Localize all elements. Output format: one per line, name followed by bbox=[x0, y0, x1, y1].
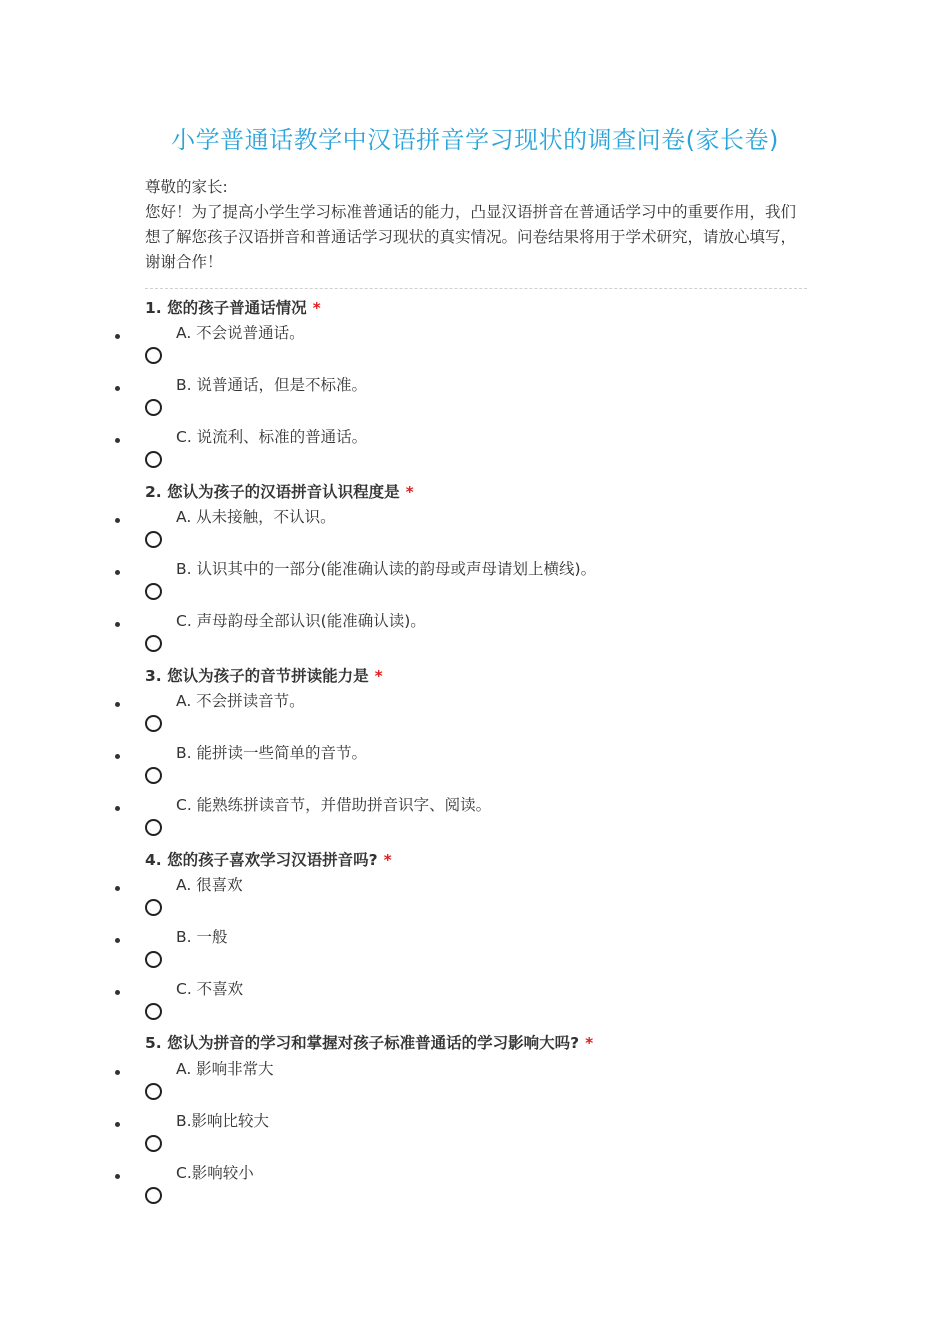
intro-body: 您好！为了提高小学生学习标准普通话的能力，凸显汉语拼音在普通话学习中的重要作用，我们想了解您孩子汉语拼音和普通话学习现状的真实情况。问卷结果将用于学术研究，请放心填写，谢谢合作！ bbox=[145, 203, 797, 271]
question-title-text: 1. 您的孩子普通话情况 bbox=[145, 299, 307, 317]
radio-button[interactable] bbox=[145, 715, 162, 732]
question-5-title bbox=[145, 1031, 593, 1053]
question-title-text: 3. 您认为孩子的音节拼读能力是 bbox=[145, 667, 369, 685]
q2-option-c[interactable] bbox=[0, 612, 950, 670]
question-title-text: 5. 您认为拼音的学习和掌握对孩子标准普通话的学习影响大吗? bbox=[145, 1034, 580, 1052]
bullet-icon bbox=[115, 938, 120, 943]
radio-button[interactable] bbox=[145, 1083, 162, 1100]
bullet-icon bbox=[115, 1174, 120, 1179]
radio-button[interactable] bbox=[145, 347, 162, 364]
page-title: 小学普通话教学中汉语拼音学习现状的调查问卷(家长卷) bbox=[171, 126, 779, 154]
bullet-icon bbox=[115, 990, 120, 995]
bullet-icon bbox=[115, 622, 120, 627]
radio-button[interactable] bbox=[145, 451, 162, 468]
bullet-icon bbox=[115, 334, 120, 339]
required-star: * bbox=[374, 667, 383, 685]
radio-button[interactable] bbox=[145, 819, 162, 836]
q1-option-b[interactable] bbox=[0, 376, 950, 434]
q1-option-a[interactable] bbox=[0, 324, 950, 382]
bullet-icon bbox=[115, 702, 120, 707]
bullet-icon bbox=[115, 1122, 120, 1127]
option-label: A. 不会拼读音节。 bbox=[176, 692, 305, 710]
option-label: C. 说流利、标准的普通话。 bbox=[176, 428, 368, 446]
option-label: A. 影响非常大 bbox=[176, 1060, 274, 1078]
bullet-icon bbox=[115, 886, 120, 891]
radio-button[interactable] bbox=[145, 1003, 162, 1020]
q5-option-b[interactable] bbox=[0, 1112, 950, 1170]
required-star: * bbox=[585, 1034, 594, 1052]
option-label: B. 认识其中的一部分(能准确认读的韵母或声母请划上横线)。 bbox=[176, 560, 597, 578]
section-divider bbox=[145, 288, 807, 289]
q5-option-c[interactable] bbox=[0, 1164, 950, 1222]
option-label: B. 一般 bbox=[176, 928, 228, 946]
bullet-icon bbox=[115, 806, 120, 811]
question-4-title bbox=[145, 848, 392, 870]
question-3-title bbox=[145, 664, 383, 686]
required-star: * bbox=[405, 483, 414, 501]
bullet-icon bbox=[115, 570, 120, 575]
radio-button[interactable] bbox=[145, 951, 162, 968]
option-label: C. 不喜欢 bbox=[176, 980, 244, 998]
question-1-title bbox=[145, 296, 321, 318]
radio-button[interactable] bbox=[145, 1187, 162, 1204]
bullet-icon bbox=[115, 438, 120, 443]
radio-button[interactable] bbox=[145, 399, 162, 416]
question-2-title bbox=[145, 480, 414, 502]
radio-button[interactable] bbox=[145, 635, 162, 652]
q3-option-a[interactable] bbox=[0, 692, 950, 750]
intro-text bbox=[145, 175, 810, 275]
radio-button[interactable] bbox=[145, 767, 162, 784]
option-label: C. 声母韵母全部认识(能准确认读)。 bbox=[176, 612, 426, 630]
bullet-icon bbox=[115, 1070, 120, 1075]
option-label: C. 能熟练拼读音节，并借助拼音识字、阅读。 bbox=[176, 796, 492, 814]
option-label: B. 能拼读一些简单的音节。 bbox=[176, 744, 367, 762]
radio-button[interactable] bbox=[145, 899, 162, 916]
option-label: A. 不会说普通话。 bbox=[176, 324, 305, 342]
bullet-icon bbox=[115, 754, 120, 759]
radio-button[interactable] bbox=[145, 531, 162, 548]
option-label: B.影响比较大 bbox=[176, 1112, 270, 1130]
radio-button[interactable] bbox=[145, 583, 162, 600]
required-star: * bbox=[383, 851, 392, 869]
intro-greeting: 尊敬的家长: bbox=[145, 178, 228, 196]
q4-option-b[interactable] bbox=[0, 928, 950, 986]
question-title-text: 2. 您认为孩子的汉语拼音认识程度是 bbox=[145, 483, 400, 501]
q5-option-a[interactable] bbox=[0, 1060, 950, 1118]
question-title-text: 4. 您的孩子喜欢学习汉语拼音吗? bbox=[145, 851, 378, 869]
q4-option-a[interactable] bbox=[0, 876, 950, 934]
option-label: A. 从未接触，不认识。 bbox=[176, 508, 336, 526]
radio-button[interactable] bbox=[145, 1135, 162, 1152]
option-label: A. 很喜欢 bbox=[176, 876, 243, 894]
bullet-icon bbox=[115, 518, 120, 523]
q2-option-b[interactable] bbox=[0, 560, 950, 618]
q1-option-c[interactable] bbox=[0, 428, 950, 486]
option-label: C.影响较小 bbox=[176, 1164, 254, 1182]
option-label: B. 说普通话，但是不标准。 bbox=[176, 376, 367, 394]
bullet-icon bbox=[115, 386, 120, 391]
required-star: * bbox=[312, 299, 321, 317]
q3-option-c[interactable] bbox=[0, 796, 950, 854]
